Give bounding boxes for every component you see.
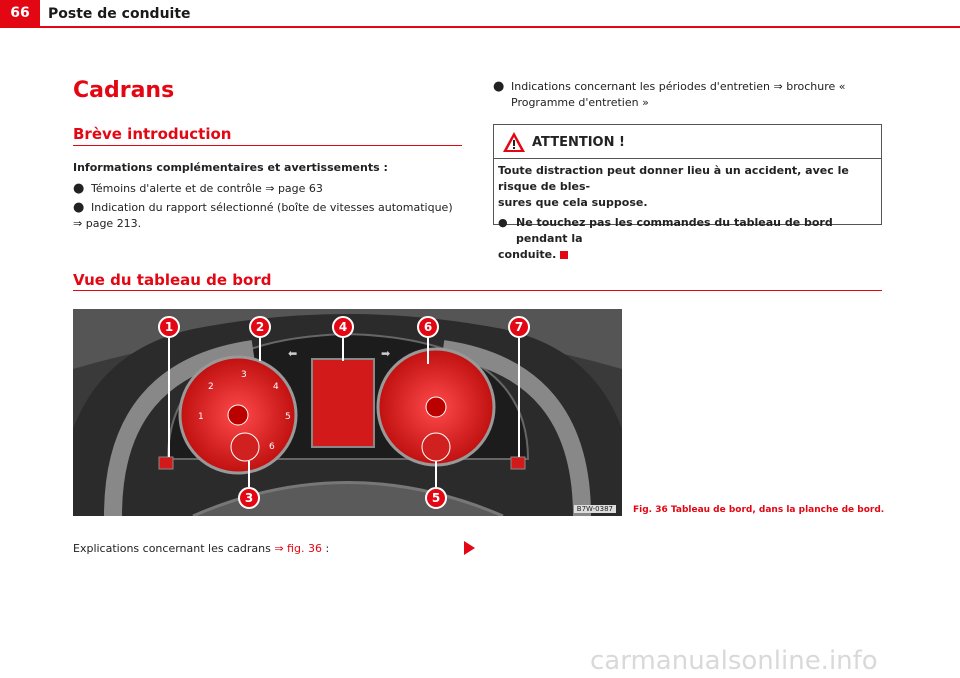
svg-text:⬅: ⬅: [288, 347, 298, 360]
list-item-text: Indication du rapport sélectionné (boîte de vitesses automatique): [91, 201, 453, 214]
bullet-icon: ●: [73, 200, 85, 215]
bullet-icon: ●: [493, 79, 505, 94]
explain-label: Explications concernant les cadrans: [73, 542, 271, 555]
figure-code: B7W-0387: [574, 505, 616, 513]
attention-bullet: [498, 215, 878, 247]
explain-text: [73, 542, 329, 555]
bullet-icon: ●: [73, 181, 85, 196]
svg-text:2: 2: [208, 382, 214, 392]
svg-text:5: 5: [285, 412, 291, 422]
watermark: carmanualsonline.info: [590, 646, 878, 676]
ref-arrow-icon: ⇒: [274, 542, 284, 555]
attention-body: [498, 163, 878, 263]
list-item: [493, 79, 882, 111]
list-item: [73, 181, 462, 197]
attention-text: [498, 163, 878, 211]
continue-arrow-icon: [464, 541, 475, 555]
page-ref-link[interactable]: page 63: [277, 182, 323, 195]
dashboard-figure: [73, 309, 622, 516]
explain-suffix: :: [321, 542, 330, 555]
svg-text:6: 6: [269, 442, 275, 452]
list-item-text: Indications concernant les périodes d'entretien: [511, 80, 771, 93]
warning-triangle-icon: [502, 131, 526, 153]
bullet-icon: ●: [498, 216, 508, 229]
attention-bullet-line: conduite.: [498, 248, 557, 261]
list-item-text: Témoins d'alerte et de contrôle: [91, 182, 262, 195]
page-header: [0, 0, 960, 28]
attention-text-line: sures que cela suppose.: [498, 196, 648, 209]
attention-text-line: Toute distraction peut donner lieu à un accident, avec le risque de bles-: [498, 164, 849, 193]
chapter-title: Poste de conduite: [48, 6, 191, 22]
attention-bullet-cont: [498, 247, 878, 263]
ref-arrow-icon: ⇒: [265, 182, 275, 195]
callout-4: 4: [332, 316, 354, 338]
subsection-rule: [73, 290, 882, 291]
attention-box: [493, 124, 882, 261]
callout-7: 7: [508, 316, 530, 338]
figure-caption: Fig. 36 Tableau de bord, dans la planche de bord.: [633, 505, 885, 515]
svg-text:1: 1: [198, 412, 204, 422]
attention-title: ATTENTION !: [532, 135, 625, 150]
callout-3: 3: [238, 487, 260, 509]
callout-6: 6: [417, 316, 439, 338]
ref-arrow-icon: ⇒: [773, 80, 783, 93]
list-item: [73, 200, 462, 232]
subsection-title-view: Vue du tableau de bord: [73, 271, 272, 289]
svg-text:4: 4: [273, 382, 279, 392]
brochure-ref-link[interactable]: brochure « Programme d'entretien »: [511, 80, 846, 109]
dashboard-illustration: [73, 309, 622, 516]
section-title: Cadrans: [73, 78, 175, 103]
end-mark-icon: [560, 251, 568, 259]
callout-5: 5: [425, 487, 447, 509]
figure-ref-link[interactable]: fig. 36: [287, 542, 322, 555]
svg-text:➡: ➡: [381, 347, 391, 360]
ref-arrow-icon: ⇒: [73, 217, 83, 230]
intro-lead: Informations complémentaires et avertissements :: [73, 161, 388, 174]
svg-text:3: 3: [241, 370, 247, 380]
page-number: 66: [0, 0, 40, 26]
callout-2: 2: [249, 316, 271, 338]
subsection-rule: [73, 145, 462, 146]
attention-bullet-line: Ne touchez pas les commandes du tableau de bord pendant la: [516, 216, 833, 245]
callout-1: 1: [158, 316, 180, 338]
attention-header: [494, 125, 881, 159]
subsection-title-intro: Brève introduction: [73, 125, 232, 143]
header-rule: [0, 26, 960, 28]
page-ref-link[interactable]: page 213.: [85, 217, 142, 230]
